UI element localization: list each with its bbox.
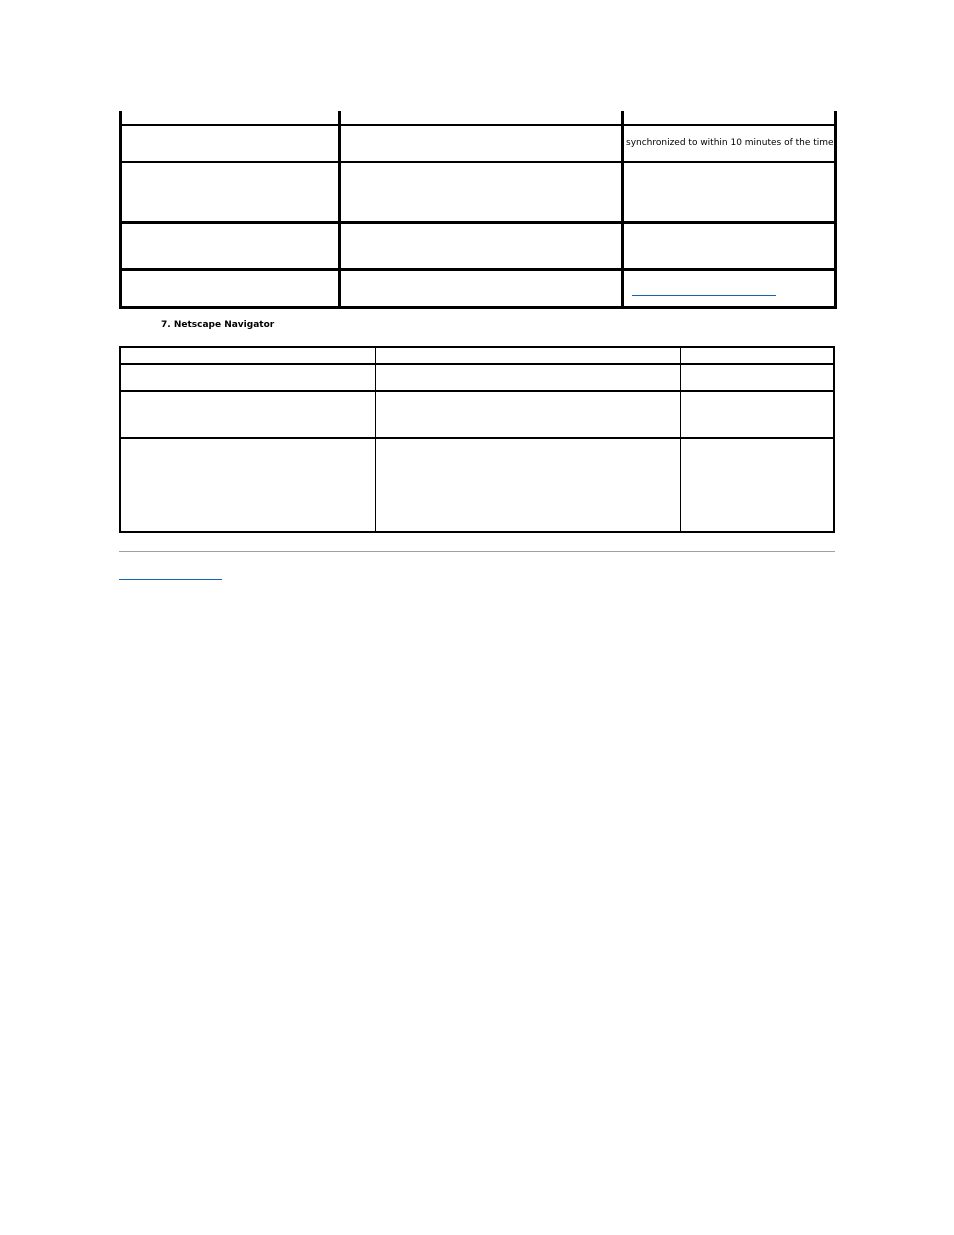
table-cell	[121, 162, 340, 223]
table-cell	[121, 125, 340, 162]
table-cell	[376, 347, 680, 364]
table-row	[120, 364, 834, 391]
table-row	[121, 111, 836, 125]
table-cell	[120, 391, 376, 438]
table-cell	[680, 438, 834, 532]
table-cell	[121, 223, 340, 270]
table-cell	[120, 438, 376, 532]
table-cell	[121, 270, 340, 308]
table-cell	[623, 270, 836, 308]
table-cell	[376, 391, 680, 438]
table-cell	[340, 125, 623, 162]
table-cell	[376, 364, 680, 391]
table-row	[121, 223, 836, 270]
table-continued	[119, 111, 837, 309]
table-cell	[680, 347, 834, 364]
table-cell	[623, 125, 836, 162]
table-row	[121, 270, 836, 308]
table-cell	[120, 347, 376, 364]
table-cell	[340, 111, 623, 125]
table-cell	[121, 111, 340, 125]
table-row	[120, 391, 834, 438]
table-cell	[623, 223, 836, 270]
cell-link[interactable]	[632, 287, 776, 296]
table-cell	[340, 162, 623, 223]
table-cell	[623, 111, 836, 125]
horizontal-rule	[119, 551, 835, 552]
section-heading: 7. Netscape Navigator	[161, 320, 275, 330]
table-cell	[680, 364, 834, 391]
table-cell	[680, 391, 834, 438]
table-row	[121, 125, 836, 162]
table-cell	[376, 438, 680, 532]
cell-text: synchronized to within 10 minutes of the time	[626, 138, 834, 148]
back-to-contents-link[interactable]	[119, 570, 222, 580]
netscape-navigator-table	[119, 346, 835, 533]
table-row	[120, 438, 834, 532]
table-row	[120, 347, 834, 364]
table-cell	[340, 270, 623, 308]
table-row	[121, 162, 836, 223]
table-cell	[340, 223, 623, 270]
table-cell	[623, 162, 836, 223]
table-cell	[120, 364, 376, 391]
